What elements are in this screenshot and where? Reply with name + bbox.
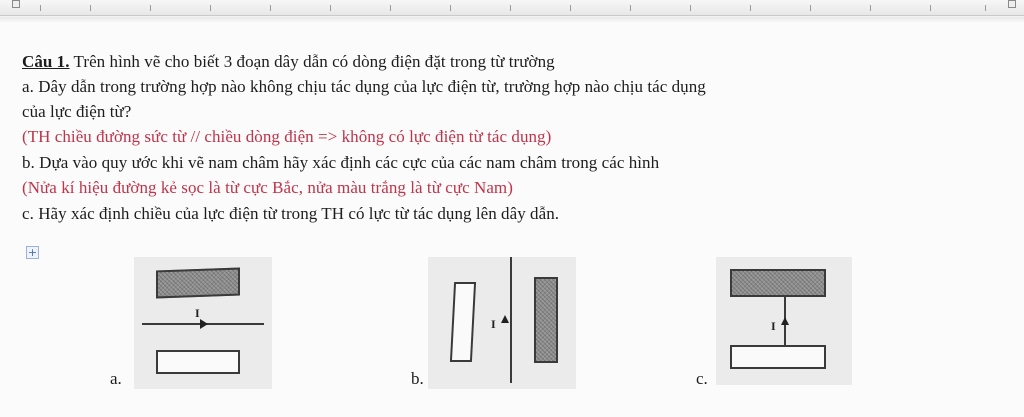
move-anchor-icon[interactable]: + (27, 246, 38, 259)
ruler-tick (510, 5, 511, 11)
ruler-tick (570, 5, 571, 11)
question-label: Câu 1. (22, 52, 70, 71)
ruler[interactable] (0, 0, 1024, 16)
figure-b-label: b. (411, 369, 424, 388)
figure-c-label: c. (696, 369, 708, 388)
ruler-tick (870, 5, 871, 11)
ruler-right-marker[interactable] (1008, 0, 1016, 8)
figure-b-south-magnet (450, 282, 476, 362)
part-c: c. Hãy xác định chiều của lực điện từ trong TH có lực từ tác dụng lên dây dẫn. (22, 204, 560, 223)
figure-b-current-arrow (501, 315, 509, 323)
ruler-tick (40, 5, 41, 11)
document-page[interactable] (0, 17, 1024, 417)
figure-a-current-arrow (200, 319, 208, 329)
ruler-tick (390, 5, 391, 11)
question-intro-line (22, 52, 555, 72)
answer-b: (Nửa kí hiệu đường kẻ sọc là từ cực Bắc, nửa màu trắng là từ cực Nam) (22, 178, 513, 197)
figure-a (134, 257, 272, 389)
figure-c-current-arrow (781, 317, 789, 325)
part-a-line-2: của lực điện từ? (22, 102, 132, 121)
ruler-tick (330, 5, 331, 11)
ruler-tick (930, 5, 931, 11)
figure-b (428, 257, 576, 389)
figure-a-south-magnet (156, 350, 240, 374)
figure-c-north-magnet (730, 269, 826, 297)
ruler-tick (690, 5, 691, 11)
figure-b-north-magnet (534, 277, 558, 363)
figure-b-wire (510, 257, 512, 383)
figure-a-north-magnet (156, 268, 240, 299)
ruler-tick (150, 5, 151, 11)
answer-a: (TH chiều đường sức từ // chiều dòng điện => không có lực điện từ tác dụng) (22, 127, 552, 146)
ruler-tick (90, 5, 91, 11)
part-b: b. Dựa vào quy ước khi vẽ nam châm hãy xác định các cực của các nam châm trong các hình (22, 153, 660, 172)
figure-c-south-magnet (730, 345, 826, 369)
ruler-indent-marker[interactable] (12, 0, 20, 8)
figure-c-current-label: I (771, 319, 776, 333)
ruler-tick (985, 5, 986, 11)
question-intro: Trên hình vẽ cho biết 3 đoạn dây dẫn có dòng điện đặt trong từ trường (69, 52, 555, 71)
figure-a-current-label: I (195, 306, 200, 320)
ruler-tick (450, 5, 451, 11)
part-a-line-1: a. Dây dẫn trong trường hợp nào không chịu tác dụng của lực điện từ, trường hợp nào chịu tác dụng (22, 77, 706, 96)
figure-c (716, 257, 852, 385)
figure-b-current-label: I (491, 317, 496, 331)
ruler-tick (750, 5, 751, 11)
ruler-tick (810, 5, 811, 11)
figure-a-label: a. (110, 369, 122, 388)
ruler-tick (630, 5, 631, 11)
ruler-tick (270, 5, 271, 11)
ruler-tick (210, 5, 211, 11)
